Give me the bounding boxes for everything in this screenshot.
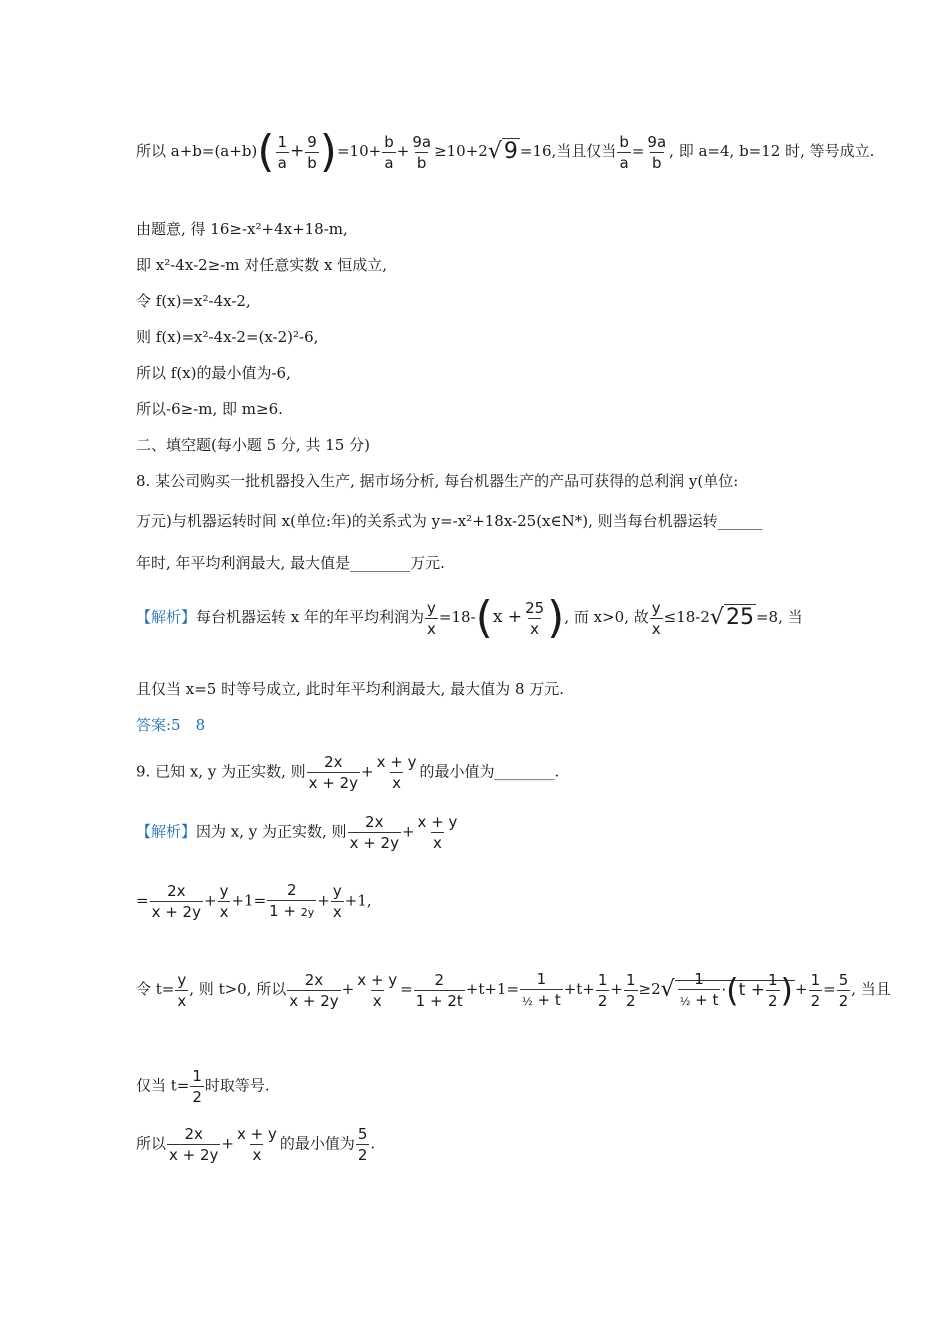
text: 仅当 t=: [136, 1076, 190, 1095]
line-2: 由题意, 得 16≥-x²+4x+18-m,: [136, 220, 348, 238]
q8-line-1: 8. 某公司购买一批机器投入生产, 据市场分析, 每台机器生产的产品可获得的总利润 y(单位:: [136, 472, 739, 490]
line-5: 则 f(x)=x²-4x-2=(x-2)²-6,: [136, 328, 319, 346]
fraction: $\frac{9}{b}$: [307, 132, 317, 172]
q9-solution-3: [136, 968, 891, 1012]
fraction: $\frac{1}{2}$: [626, 970, 636, 1010]
text: =10+: [336, 142, 382, 160]
text: ≥10+2: [434, 142, 488, 160]
text: +t+1=: [465, 980, 520, 998]
fraction: $\frac{y}{x}$: [177, 970, 187, 1010]
fraction: $\frac{2x}{x + 2y}$: [169, 1125, 219, 1164]
text: =: [823, 980, 836, 998]
fraction: $\frac{2x}{x + 2y}$: [289, 970, 339, 1010]
q8-solution: [136, 592, 803, 643]
fraction: $\frac{y}{x}$: [651, 598, 661, 638]
fraction: $\frac{x + y}{x}$: [417, 813, 458, 852]
fraction: $\frac{x + y}{x}$: [237, 1125, 277, 1164]
radicand: 9: [503, 139, 518, 164]
fraction: $\frac{2x}{x + 2y}$: [349, 813, 399, 852]
fraction: $\frac{1}{2}$: [192, 1067, 202, 1106]
text: +: [396, 142, 410, 160]
text: .: [370, 1134, 376, 1153]
right-paren: ): [319, 126, 337, 177]
text: 时取等号.: [204, 1076, 270, 1095]
text: 的最小值为________.: [419, 762, 560, 781]
text: +: [317, 891, 330, 910]
fraction: $\frac{x + y}{x}$: [376, 753, 417, 792]
text: 所以 a+b=(a+b): [136, 142, 258, 160]
text: +1,: [344, 891, 372, 910]
sqrt-sign: √: [660, 977, 675, 1002]
fraction: $\frac{b}{a}$: [619, 132, 629, 172]
fraction: $\frac{2}{1 + 2y}$: [267, 880, 316, 923]
fraction: $\frac{5}{2}$: [838, 970, 849, 1010]
text: +: [221, 1134, 234, 1153]
q9-solution-1: [136, 812, 460, 853]
section-heading: 二、填空题(每小题 5 分, 共 15 分): [136, 436, 370, 454]
text: ≥2: [638, 980, 661, 998]
text: =16,当且仅当: [519, 142, 617, 160]
fraction: $\frac{2x}{x + 2y}$: [308, 753, 359, 792]
radicand: 25: [725, 605, 754, 630]
text: x +: [492, 607, 523, 627]
q9: [136, 752, 559, 793]
text: 的最小值为: [279, 1134, 355, 1153]
q8-line-3: 年时, 年平均利润最大, 最大值是________万元.: [136, 554, 445, 572]
line-3: 即 x²-4x-2≥-m 对任意实数 x 恒成立,: [136, 256, 388, 274]
line-7: 所以-6≥-m, 即 m≥6.: [136, 400, 283, 418]
text: ≤18-2: [663, 608, 710, 626]
fraction: $\frac{y}{x}$: [219, 882, 229, 921]
sqrt-sign: √: [487, 139, 502, 164]
text: +1=: [231, 891, 267, 910]
left-paren: (: [475, 592, 493, 643]
text: =: [400, 980, 413, 998]
text: =18-: [438, 608, 476, 626]
text: =: [136, 891, 149, 910]
q9-solution-4: [136, 1066, 270, 1107]
fraction: $\frac{1}{\text{½ + t}}$: [520, 969, 563, 1012]
fraction: $\frac{5}{2}$: [357, 1125, 368, 1164]
fraction: $\frac{2}{1 + 2t}$: [415, 970, 463, 1010]
text: +: [203, 891, 217, 910]
fraction: $\frac{1}{2}$: [810, 970, 821, 1010]
text: +: [795, 980, 808, 998]
fraction: $\frac{1}{2}$: [597, 970, 608, 1010]
fraction: $\frac{2x}{x + 2y}$: [151, 882, 201, 921]
text: 所以: [136, 1134, 167, 1153]
right-paren: ): [547, 592, 565, 643]
text: +: [361, 762, 374, 781]
text: , 而 x>0, 故: [564, 608, 649, 626]
left-paren: (: [257, 126, 275, 177]
line-1: 所以 a+b=(a+b)( $\frac{1}{a}$ + $\frac{9}{b}$ )=10+ $\frac{b}{a}$ + $\frac{9a}{b}$ ≥10+2√9 =16,当且仅当 $\frac{b}{a}$ = $\frac{9a}{b}$ , 即 a=4, b=12 时, 等号成立.: [136, 126, 875, 177]
q8-line-2: 万元)与机器运转时间 x(单位:年)的关系式为 y=-x²+18x-25(x∈N*), 则当每台机器运转______: [136, 512, 763, 530]
fraction: $\frac{b}{a}$: [384, 132, 394, 172]
analysis-tag: 【解析】: [136, 608, 197, 626]
text: 令 t=: [136, 980, 175, 998]
text: =8, 当: [755, 608, 803, 626]
text: =: [631, 142, 645, 160]
text: 9. 已知 x, y 为正实数, 则: [136, 762, 306, 781]
fraction: $\frac{9a}{b}$: [412, 132, 432, 172]
text: 每台机器运转 x 年的年平均利润为: [196, 608, 425, 626]
fraction: $\frac{x + y}{x}$: [357, 970, 398, 1010]
text: +: [341, 980, 355, 998]
q8-solution-2: 且仅当 x=5 时等号成立, 此时年平均利润最大, 最大值为 8 万元.: [136, 680, 565, 698]
line-4: 令 f(x)=x²-4x-2,: [136, 292, 251, 310]
text: , 当且: [851, 980, 891, 998]
fraction: $\frac{1}{a}$: [277, 132, 287, 172]
text: , 则 t>0, 所以: [189, 980, 287, 998]
fraction: $\frac{y}{x}$: [427, 598, 436, 638]
text: +: [401, 822, 415, 841]
q9-solution-2: [136, 880, 372, 923]
analysis-tag: 【解析】: [136, 822, 197, 841]
fraction: $\frac{y}{x}$: [332, 882, 342, 921]
line-6: 所以 f(x)的最小值为-6,: [136, 364, 291, 382]
fraction: $\frac{25}{x}$: [525, 598, 545, 638]
radicand: $\frac{1}{\text{½ + t}}$ ·(t + $\frac{1}{2}$ ): [675, 980, 795, 999]
text: , 即 a=4, b=12 时, 等号成立.: [669, 142, 875, 160]
fraction: $\frac{9a}{b}$: [647, 132, 667, 172]
text: 因为 x, y 为正实数, 则: [196, 822, 347, 841]
sqrt-sign: √: [709, 605, 724, 630]
text: +: [610, 980, 623, 998]
text: +t+: [563, 980, 595, 998]
answer: 答案:5 8: [136, 716, 206, 734]
q9-conclusion: [136, 1124, 375, 1165]
